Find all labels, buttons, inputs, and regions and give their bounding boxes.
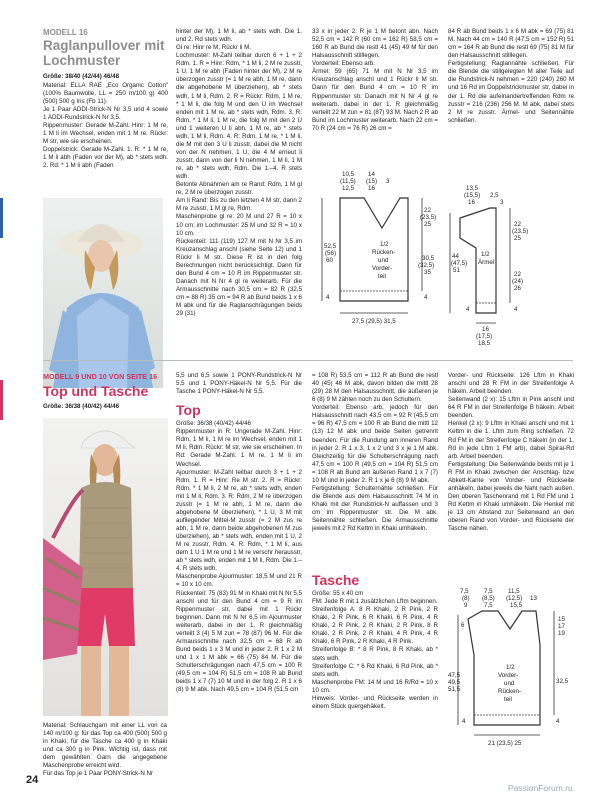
d1-right4: 30,5 <box>422 255 435 262</box>
d3-r1: 15 <box>558 616 565 623</box>
d2-center1: 1/2 <box>481 251 490 258</box>
d3-t5: (8,5) <box>482 595 495 602</box>
size-top: Größe: 38/40 (42/44) 46/48 <box>43 72 120 80</box>
d3-c3: und <box>504 680 515 687</box>
d3-t6: 7,5 <box>484 602 493 609</box>
schematic-top-panel <box>448 585 574 750</box>
d1-left2: (56) <box>325 250 337 257</box>
d2-right6: 26 <box>514 285 521 292</box>
d2-bot3: 18,5 <box>478 340 491 347</box>
d2-top2: (15,5) <box>464 192 481 199</box>
d3-t10: 13 <box>530 595 537 602</box>
d3-c4: Rücken- <box>498 688 522 695</box>
d3-c2: Vorder- <box>498 672 519 679</box>
d1-right5: (32,5) <box>418 262 435 269</box>
d1-center5: teil <box>378 273 386 280</box>
d2-right2: (23,5) <box>512 228 529 235</box>
text-col2b-bottom: Größe: 36/38 (40/42) 44/46 Rippenmuster in R: Ungerade M-Zahl. Hinr: Rdm, 1 M li, 1 M re im Wechsel, enden mit 1 M li, Rdm. Rückr: M str, wie sie erscheinen. In Rd: Gerade M-Zahl. 1 M re, 1 M li im Wechsel. Ajourmuster: M-Zahl teilbar durch 3 + 1 + 2 Rdm. 1. R = Hinr: Re M str. 2. R = Rückr: Rdm, * 1 M li, 2 M re, ab * stets wdh, enden mit 1 M li, Rdm. 3. R: Rdm, 2 M re überzogen zusstr (= 1 M re abh, 1 M re, dann die abgehobene M überziehen), * 1 U, 3 M mit aufliegender Mittel-M zusstr (= 2 M zus re abh, 1 M re, dann beide abgehobenen M zus überziehen), ab * stets wdh, enden mit 1 U, 2 M re zusstr, Rdm. 4. R: Rdm, * 1 M li, aus dem 1 U 1 M re und 1 M re verschr herausstr, ab * stets wdh, enden mit 1 M li, Rdm. Die 1.–4. R stets wdh. Maschenprobe Ajourmuster: 18,5 M und 21 R = 10 x 10 cm. Rückenteil: 75 (83) 91 M in Khaki mit N Nr 5,5 anschl und für den Bund 4 cm = 9 R im Rippenmuster str, dabei mit 1 Rückr beginnen. Dann mit N Nr 6,5 im Ajourmuster weiterarb, dabei in der 1. R gleichmäßig verteilt 3 (4) 5 M zun = 78 (87) 96 M. Für die Armausschnitte nach 32,5 cm = 68 R ab Bund beids 1 x 3 M und in jeder 2. R 1 x 2 M und 1 x 1 M abk = 66 (75) 84 M. Für die Schulterschrägungen nach 47,5 cm = 100 R (49,5 cm = 104 R) 51,5 cm = 108 R ab Bund beids 1 x 7 (7) 10 M und in der folg 2. R 1 x 6 (8) 9 M abk. Nach 49,5 cm = 104 R (51,5 cm <box>176 420 302 694</box>
d1-left1: 52,5 <box>324 243 337 250</box>
d1-bottom: 27,5 (29,5) 31,5 <box>352 318 396 325</box>
d3-t3: 9 <box>464 602 468 609</box>
d3-r2: 17 <box>558 623 565 630</box>
d1-top6: 16 <box>368 185 375 192</box>
d1-top5: (15) <box>366 178 378 185</box>
d1-top4: 14 <box>368 171 375 178</box>
modell-label-bottom: MODELL 9 UND 10 VON SEITE 16 <box>43 372 158 381</box>
d1-right2: (23,5) <box>420 214 437 221</box>
text-col4-bottom: Vorder- und Rückseite: 126 Lftm in Khaki anschl und 28 R FM in der Streifenfolge A häkeln. Arbeit beenden. Seitenwand (2 x): 15 Lftm in Pink anschl und 64 R FM in der Streifenfolge B häkeln. Arbeit beenden. Henkel (2 x): 9 Lftm in Khaki anschl und mit 1 Kettm in die 1. Lftm zum Ring schließen. 72 Rd FM in der Streifenfolge C häkeln (in der 1. Rd in jede Lftm 1 FM arb), dabei Spiral-Rd arb. Arbeit beenden. Fertigstellung: Die Seitenwände beids mit je 1 R FM in Khaki zwischen der Anschlag- bzw Abkett-Kante von Vorder- und Rückseite anhäkeln, dabei jeweils die Naht nach außen. Den oberen Taschenrand mit 1 Rd FM und 1 Rd Kettm in Khaki umhäkeln. Die Henkel mit je 13 cm Abstand zur Seitenwand an den oberen Rand von Vorder- und Rückseite der Tasche nähen. <box>448 372 574 533</box>
d2-top5: 3 <box>500 199 504 206</box>
heading-top: Top <box>176 402 201 419</box>
d3-t8: (12,5) <box>506 595 523 602</box>
d2-right1: 22 <box>514 221 521 228</box>
heading-tasche: Tasche <box>312 572 360 588</box>
d1-right3: 25 <box>424 221 431 228</box>
d1-top2: (11,5) <box>340 178 356 185</box>
d2-bot2: (17,5) <box>476 333 493 340</box>
d3-four1: 4 <box>462 718 466 725</box>
modell-label-top: MODELL 16 <box>43 28 88 37</box>
size-bottom: Größe: 36/38 (40/42) 44/46 <box>43 403 120 410</box>
d1-left3: 60 <box>326 257 333 264</box>
d3-l2: 47,5 <box>448 672 461 679</box>
d3-l3: 49,5 <box>448 679 461 686</box>
tab-marker-bottom <box>0 380 3 420</box>
title-bottom: Top und Tasche <box>43 383 149 399</box>
d2-left3: 51 <box>453 267 460 274</box>
d2-bot1: 16 <box>482 326 489 333</box>
d3-big: 32,5 <box>556 678 569 685</box>
page-number: 24 <box>26 774 39 786</box>
d2-left2: (47,5) <box>451 260 468 267</box>
section-divider <box>43 360 573 361</box>
d3-t2: (8) <box>462 595 470 602</box>
text-col3b-bottom: Größe: 55 x 40 cm FM: Jede R mit 1 zusätzlichen Lftm beginnen. Streifenfolge A: 8 R Khaki, 2 R Pink, 2 R Khaki, 2 R Pink, 6 R Khaki, 6 R Pink, 4 R Khaki, 2 R Pink, 2 R Khaki, 2 R Pink, 8 R Khaki, 2 R Pink, 2 R Khaki, 4 R Pink, 4 R Khaki, 6 R Pink, 2 R Khaki, 4 R Pink. Streifenfolge B: * 8 R Pink, 8 R Khaki, ab * stets wdh. Streifenfolge C: * 6 Rd Khaki, 6 Rd Pink, ab * stets wdh. Maschenprobe FM: 14 M und 16 R/Rd = 10 x 10 cm. Hinweis: Vorder- und Rückseite werden in einem Stück quergehäkelt. <box>312 590 438 710</box>
watermark-site: PassionForum.ru <box>508 783 573 793</box>
d3-c5: teil <box>504 696 512 703</box>
woman-with-cap-and-bag-photo <box>43 418 168 716</box>
d1-top1: 10,5 <box>342 171 355 178</box>
d1-center2: Rücken- <box>372 249 396 256</box>
d1-center3: und <box>378 257 389 264</box>
d1-right6: 35 <box>424 269 431 276</box>
d3-l4: 51,5 <box>448 686 461 693</box>
text-col2-top: hinter der M), 1 M li, ab * stets wdh. Die 1. und 2. Rd stets wdh. Gl re: Hinr re M, Rückr li M. Lochmuster: M-Zahl teilbar durch 6 + 1 + 2 Rdm. 1. R = Hinr: Rdm, * 1 M li, 2 M re zusstr, 1 U, 1 M re abh (Faden hinter der M), 2 M re überzogen zusstr (= 1 M re abh, 1 M re, dann die abgehobene M überziehen), ab * stets wdh, 1 M li, Rdm. 2. R = Rückr: Rdm, 1 M re, * 1 M li, die folg M und den U im Wechsel enden mit 1 M re, ab * stets wdh, Rdm. 3. R: Rdm, * 1 M li, 1 M re, die folg M mit den 2 U und 1 weiteren U li abh, 1 M re, ab * stets wdh, 1 M li, Rdm. 4. R: Rdm, 1 M re, * 1 M li, die M mit den 3 U li zusstr, dabei die M nicht von der N nehmen, 1 U, die 4 M erneut li zusstr, dann von der li N nehmen, 1 M li, 1 M re, ab * stets wdh, Rdm. Die 1.–4. R stets wdh. Betonte Abnahmen am re Rand: Rdm, 1 M gl re, 2 M re überzogen zusstr. Am li Rand: Bis zu den letzten 4 M str, dann 2 M re zusstr, 1 M gl re, Rdm. Maschenprobe gl re: 20 M und 27 R = 10 x 10 cm; im Lochmuster: 25 M und 32 R = 10 x 10 cm. Rückenteil: 111 (119) 127 M mit N Nr 3,5 im Kreuzanschlag anschl (siehe Seite 12) und 1 Rückr li M str. Diese R ist in den folg Berechnungen nicht berücksichtigt. Dann für den Bund 4 cm = 10 R im Rippenmuster str. Danach mit N Nr 4 gl re weiterarb. Für die Armausschnitte nach 30,5 cm = 82 R (32,5 cm = 88 R) 35 cm = 94 R ab Bund beids 1 x 6 M abk und für die Raglanschrägungen beids 29 (31) <box>176 28 302 318</box>
d1-right1: 22 <box>424 207 431 214</box>
d3-t4: 7,5 <box>484 588 493 595</box>
text-col3-top: 33 x in jeder 2. R je 1 M betont abn. Nach 52,5 cm = 142 R (60 cm = 162 R) 58,5 cm = 160 R ab Bund die restl 41 (45) 49 M für den Halsausschnitt stilllegen. Vorderteil: Ebenso arb. Ärmel: 59 (65) 71 M mit N Nr 3,5 im Kreuzanschlag anschl und 1 Rückr li M str. Dann für den Bund 4 cm = 10 R im Rippenmuster str. Danach mit N Nr 4 gl re weiterarb, dabei in der 1. R gleichmäßig verteilt 22 M zun = 81 (87) 93 M. Nach 2 R ab Bund im Lochmuster weiterarb. Nach 22 cm = 70 R (24 cm = 76 R) 26 cm = <box>312 28 438 132</box>
d1-center1: 1/2 <box>380 241 389 248</box>
d3-t9: 15,5 <box>510 602 523 609</box>
tab-marker-top <box>0 198 3 238</box>
d2-top3: 16 <box>468 199 475 206</box>
d2-four2: 4 <box>514 306 518 313</box>
d2-top1: 13,5 <box>466 185 479 192</box>
d1-center4: Vorder- <box>372 265 393 272</box>
d1-top3: 12,5 <box>342 185 355 192</box>
schematic-back-front-panel <box>312 168 440 343</box>
d3-t7: 11,5 <box>508 588 520 595</box>
d3-four2: 4 <box>556 718 560 725</box>
text-col1-top: Material: ELLA RAE „Eco Organic Cotton“ (100% Baumwolle, LL = 250 m/100 g) 400 (500) 500 g Iris (Fb 11). Je 1 Paar ADDI-Strick-N Nr 3,5 und 4 sowie 1 ADDI-Rundstrick-N Nr 3,5. Rippenmuster: Gerade M-Zahl. Hinr: 1 M re, 1 M li im Wechsel, enden mit 1 M re. Rückr: M str, wie sie erscheinen. Doppelstrick: Gerade M-Zahl. 1. R: * 1 M re, 1 M li abh (Faden vor der M), ab * stets wdh. 2. Rd: * 1 M li abh (Faden <box>43 81 168 170</box>
d1-four1: 4 <box>326 294 330 301</box>
d3-bottom: 21 (23,5) 25 <box>488 740 522 747</box>
d3-t1: 7,5 <box>460 588 469 595</box>
schematic-sleeve <box>440 178 570 347</box>
d2-top4: 2,5 <box>490 192 499 199</box>
d1-four2: 4 <box>424 294 428 301</box>
d2-right3: 25 <box>514 235 521 242</box>
caption-bottom: Material: Schlauchgarn mit einer LL von ca 140 m/100 g: für das Top ca 400 (500) 500 g in Khaki; für die Tasche ca 400 g in Khaki und ca 300 g in Pink. Wichtig ist, dass mit dem gewählten Garn die angegebene Maschenprobe erreicht wird. Für das Top je 1 Paar PONY-Strick-N Nr <box>43 722 167 778</box>
d3-c1: 1/2 <box>506 664 515 671</box>
d3-r3: 19 <box>558 630 565 637</box>
title-top: Raglanpullover mit Lochmuster <box>43 38 165 68</box>
d2-four1: 4 <box>466 306 470 313</box>
text-col3a-bottom: = 108 R) 53,5 cm = 112 R ab Bund die restl 40 (45) 46 M abk, davon bilden die mittl 28 (29) 28 M den Halsausschnitt, die äußeren je 6 (8) 9 M zählen noch zu den Schultern. Vorderteil: Ebenso arb, jedoch für den Halsausschnitt nach 43,5 cm = 92 R (45,5 cm = 96 R) 47,5 cm = 100 R ab Bund die mittl 12 (13) 12 M abk und beide Seiten getrennt beenden. Für die Rundung am inneren Rand in jeder 2. R 1 x 3, 1 x 2 und 3 x je 1 M abk. Gleichzeitig für die Schulterschrägung nach 47,5 cm = 100 R (49,5 cm = 104 R) 51,5 cm = 108 R ab Bund am äußeren Rand 1 x 7 (7) 10 M und in jeder 2. R 1 x je 6 (8) 9 M abk. Fertigstellung: Schulternähte schließen. Für die Blende aus dem Halsausschnitt 74 M in Khaki mit der Rundstrick-N auffassen und 3 cm im Rippenmuster str. Die M abk. Seitennähte schließen. Die Armausschnitte jeweils mit 2 Rd Kettm in Khaki umhäkeln. <box>312 372 438 533</box>
d2-center2: Ärmel <box>478 259 495 266</box>
text-col4-top: 84 R ab Bund beids 1 x 6 M abk = 69 (75) 81 M. Nach 44 cm = 140 R (47,5 cm = 152 R) 51 cm = 164 R ab Bund die restl 69 (75) 81 M für den Halsausschnitt stilllegen. Fertigstellung: Raglannähte schließen. Für die Blende die stillgelegten M aller Teile auf die Rundstrick-N nehmen = 220 (240) 260 M und 16 Rd im Doppelstrickmuster str, dabei in der 1. Rd die aufeinandertreffenden Rdm re zusstr = 216 (236) 256 M. M abk, dabei stets 2 M re zusstr. Ärmel- und Seitennähte schließen. <box>448 28 574 124</box>
d1-top7: 3 <box>386 178 390 185</box>
d2-right4: 22 <box>514 271 521 278</box>
photo-bottom <box>43 418 168 716</box>
d2-left1: 44 <box>452 253 459 260</box>
d2-right5: (24) <box>512 278 524 285</box>
text-col2a-bottom: 5,5 und 6,5 sowie 1 PONY-Rundstrick-N Nr 5,5 und 1 PONY-Häkel-N Nr 5,5. Für die Tasche 1 PONY-Häkel-N Nr 5,5. <box>176 372 302 396</box>
d3-l1: 6 <box>461 622 465 629</box>
